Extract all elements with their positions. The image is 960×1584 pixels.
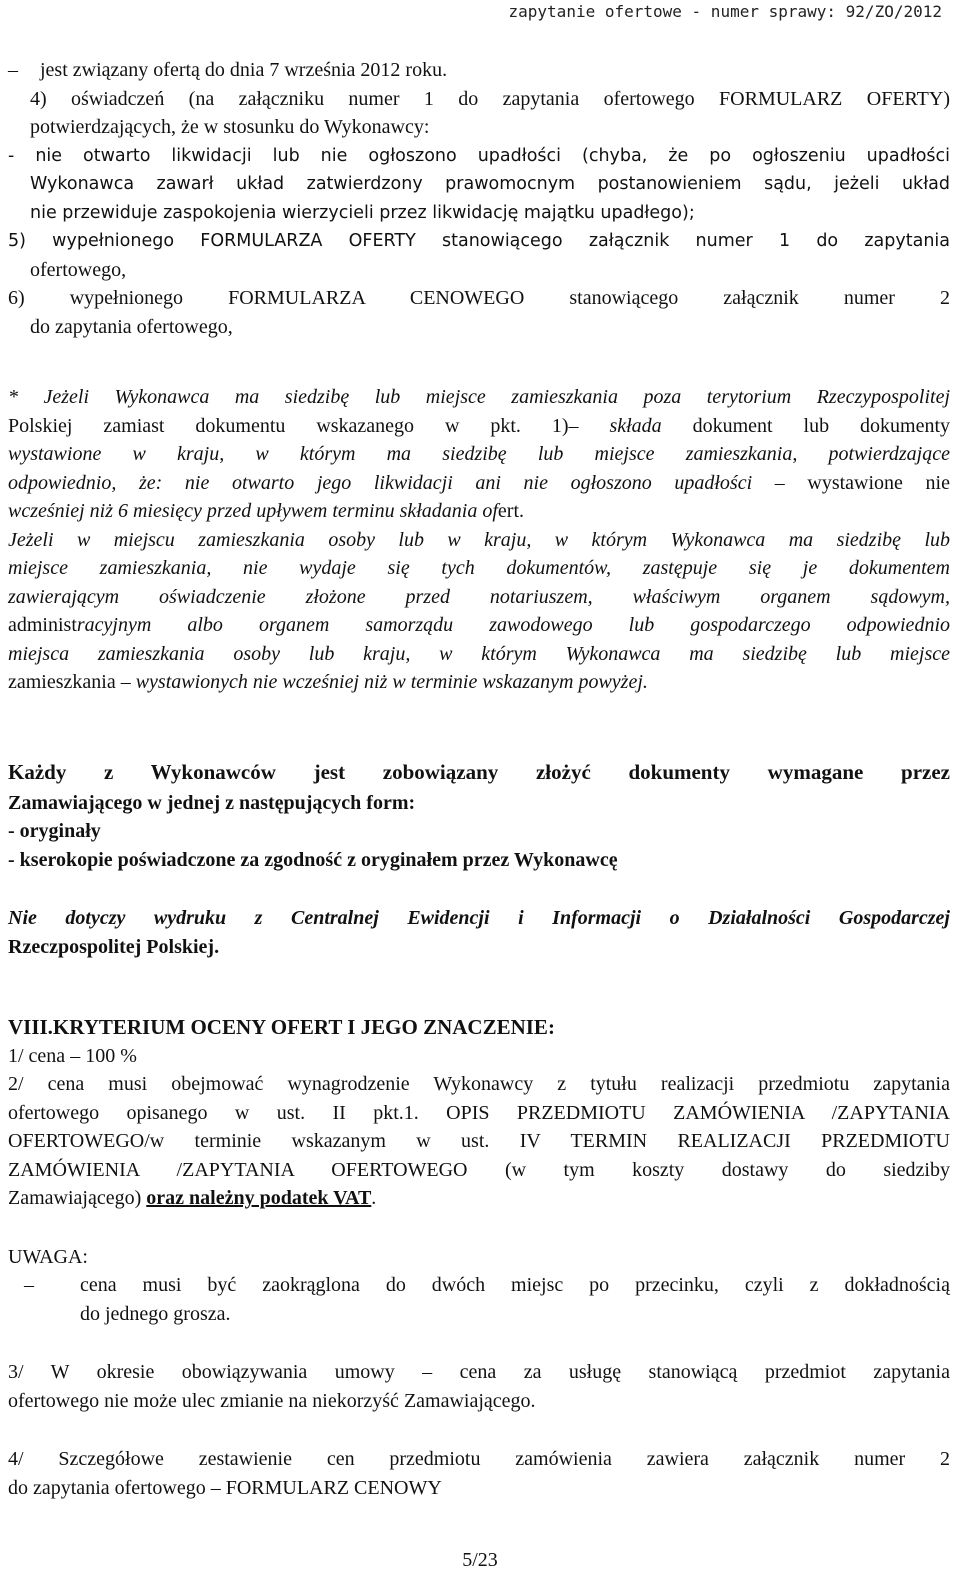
spacer (8, 1328, 950, 1358)
block-foreign-contractor (8, 383, 950, 697)
note-heading: UWAGA: (8, 1245, 88, 1268)
text-line: do zapytania ofertowego, (30, 315, 233, 338)
text-line: ofertowego nie może ulec zmianie na niekorzyść Zamawiającego. (8, 1389, 536, 1412)
text-line: Polskiej zamiast dokumentu wskazanego w pkt. 1)– składa dokument lub dokumenty (8, 414, 951, 437)
text-line: Zamawiającego) oraz należny podatek VAT. (8, 1187, 377, 1209)
text-line: 4) oświadczeń (na załączniku numer 1 do zapytania ofertowego FORMULARZ OFERTY) (30, 87, 950, 110)
text-line: - nie otwarto likwidacji lub nie ogłoszono upadłości (chyba, że po ogłoszeniu upadłości (8, 145, 950, 166)
text-line: Wykonawca zawarł układ zatwierdzony prawomocnym postanowieniem sądu, jeżeli układ (30, 174, 950, 194)
text-line: – jest związany ofertą do dnia 7 września 2012 roku. (8, 56, 950, 85)
block-document-forms (8, 755, 950, 962)
text-line: * Jeżeli Wykonawca ma siedzibę lub miejsce zamieszkania poza terytorium Rzeczypospolitej (8, 386, 950, 408)
text-line: - oryginały (8, 820, 101, 842)
text-line: do jednego grosza. (80, 1302, 231, 1325)
vat-note: oraz należny podatek VAT (146, 1187, 372, 1209)
text-line: Nie dotyczy wydruku z Centralnej Ewidencji i Informacji o Działalności Gospodarczej (8, 907, 950, 929)
text-line: do zapytania ofertowego – FORMULARZ CENOWY (8, 1476, 442, 1499)
text-line: nie przewiduje zaspokojenia wierzycieli przez likwidację majątku upadłego); (30, 202, 695, 223)
text-line: ofertowego opisanego w ust. II pkt.1. OPIS PRZEDMIOTU ZAMÓWIENIA /ZAPYTANIA (8, 1101, 950, 1124)
spacer (8, 341, 950, 383)
text-line: 2/ cena musi obejmować wynagrodzenie Wykonawcy z tytułu realizacji przedmiotu zapytania (8, 1073, 950, 1095)
text-line: 1/ cena – 100 % (8, 1044, 137, 1067)
section-evaluation-criteria (8, 1013, 950, 1502)
text-line: 6) wypełnionego FORMULARZA CENOWEGO stanowiącego załącznik numer 2 (8, 287, 950, 309)
text-line: Rzeczpospolitej Polskiej. (8, 935, 220, 958)
text-line: potwierdzających, że w stosunku do Wykonawcy: (30, 116, 430, 138)
spacer (8, 1213, 950, 1243)
spacer (8, 697, 950, 755)
spacer (8, 874, 950, 904)
text-line: - kserokopie poświadczone za zgodność z oryginałem przez Wykonawcę (8, 848, 618, 871)
spacer (8, 1415, 950, 1445)
text-line: ZAMÓWIENIA /ZAPYTANIA OFERTOWEGO (w tym koszty dostawy do siedziby (8, 1158, 950, 1181)
text-line: wcześniej niż 6 miesięcy przed upływem terminu składania ofert. (8, 500, 525, 522)
text-line: miejsce zamieszkania, nie wydaje się tych dokumentów, zastępuje się je dokumentem (8, 557, 950, 579)
page-body (8, 56, 950, 1502)
block-offer-binding (8, 56, 950, 341)
text-line: Zamawiającego w jednej z następujących form: (8, 791, 416, 814)
text-line: 4/ Szczegółowe zestawienie cen przedmiotu zamówienia zawiera załącznik numer 2 (8, 1448, 950, 1470)
list-item: – cena musi być zaokrąglona do dwóch miejsc po przecinku, czyli z dokładnością (8, 1271, 950, 1300)
dash-marker: – (24, 1274, 34, 1296)
text-line: 3/ W okresie obowiązywania umowy – cena za usługę stanowiącą przedmiot zapytania (8, 1361, 950, 1383)
text-line: miejsca zamieszkania osoby lub kraju, w którym Wykonawca ma siedzibę lub miejsce (8, 642, 950, 665)
section-heading: VIII.KRYTERIUM OCENY OFERT I JEGO ZNACZENIE: (8, 1015, 555, 1039)
text-line: ofertowego, (30, 258, 127, 281)
text-line: Jeżeli w miejscu zamieszkania osoby lub w kraju, w którym Wykonawca ma siedzibę lub (8, 528, 950, 551)
text-line: Każdy z Wykonawców jest zobowiązany złożyć dokumenty wymagane przez (8, 759, 950, 784)
text-line: OFERTOWEGO/w terminie wskazanym w ust. IV TERMIN REALIZACJI PRZEDMIOTU (8, 1130, 950, 1152)
document-header: zapytanie ofertowe - numer sprawy: 92/ZO/2012 (508, 2, 942, 21)
text-line: 5) wypełnionego FORMULARZA OFERTY stanowiącego załącznik numer 1 do zapytania (8, 231, 950, 251)
dash-marker: – (8, 59, 18, 81)
spacer (8, 961, 950, 1013)
text-line: zamieszkania – wystawionych nie wcześniej niż w terminie wskazanym powyżej. (8, 671, 648, 693)
text-line: wystawione w kraju, w którym ma siedzibę lub miejsce zamieszkania, potwierdzające (8, 443, 950, 465)
text-line: administracyjnym albo organem samorządu zawodowego lub gospodarczego odpowiednio (8, 614, 950, 636)
text-line: odpowiednio, że: nie otwarto jego likwidacji ani nie ogłoszono upadłości – wystawione nie (8, 471, 950, 494)
text-line: zawierającym oświadczenie złożone przed notariuszem, właściwym organem sądowym, (8, 585, 950, 608)
page-number: 5/23 (462, 1549, 498, 1571)
